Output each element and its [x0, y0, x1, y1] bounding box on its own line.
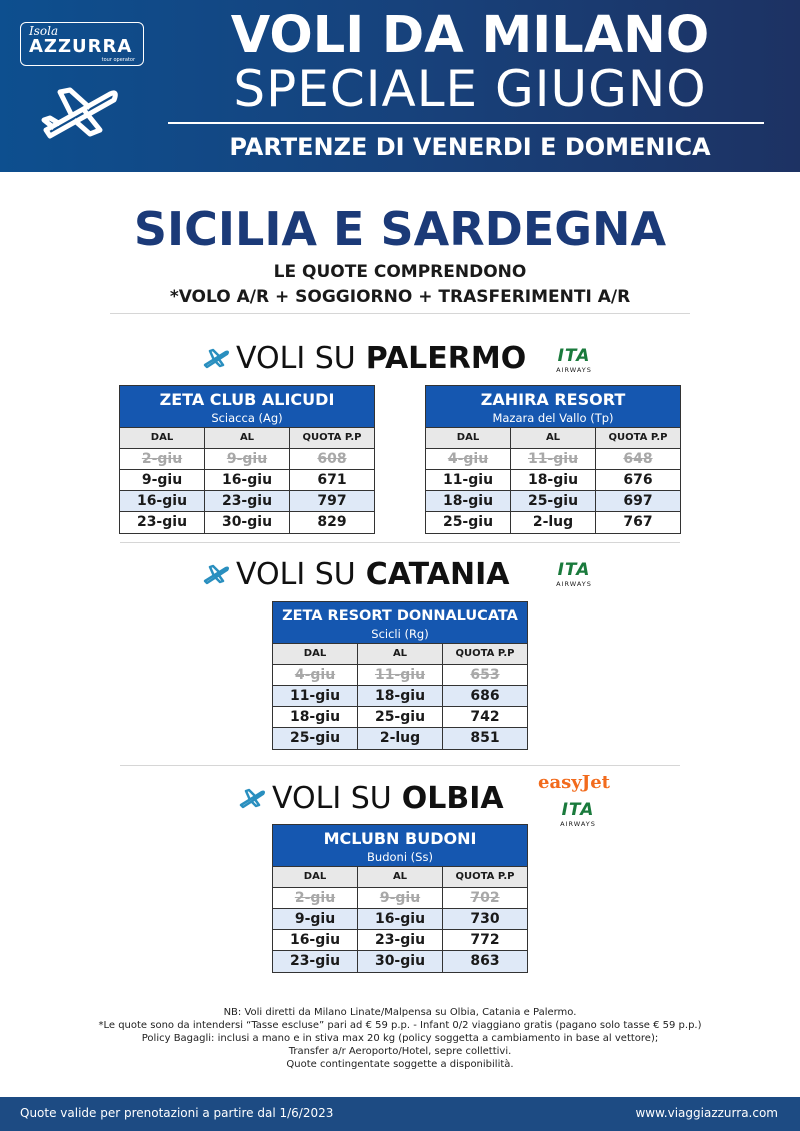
section-olbia — [0, 778, 800, 818]
section-city: PALERMO — [365, 340, 527, 376]
hotel-location: Mazara del Vallo (Tp) — [492, 411, 614, 425]
date-from: 11-giu — [273, 686, 358, 706]
note-line: NB: Voli diretti da Milano Linate/Malpensa su Olbia, Catania e Palermo. — [223, 1007, 577, 1018]
hotel-table-donnalucata — [272, 601, 528, 750]
hotel-header — [273, 602, 527, 644]
hotel-header — [273, 825, 527, 867]
airplane-icon — [202, 562, 230, 586]
includes-detail: *VOLO A/R + SOGGIORNO + TRASFERIMENTI A/R — [169, 287, 631, 307]
price: 676 — [623, 472, 653, 488]
col-dal: DAL — [273, 644, 358, 664]
ita-logo-sub: AIRWAYS — [556, 366, 592, 374]
date-from: 18-giu — [426, 491, 511, 511]
footer-bar — [0, 1097, 800, 1131]
hotel-table-zahira — [425, 385, 681, 534]
section-catania — [0, 554, 800, 594]
date-from: 16-giu — [120, 491, 205, 511]
ita-airways-logo — [546, 348, 602, 374]
col-quota: QUOTA P.P — [302, 432, 362, 443]
price: 797 — [317, 493, 347, 509]
col-quota: QUOTA P.P — [455, 648, 515, 659]
table-row-expired — [426, 449, 680, 470]
notes-block — [0, 1006, 800, 1071]
table-row — [273, 728, 527, 749]
col-quota: QUOTA P.P — [455, 871, 515, 882]
table-row — [426, 491, 680, 512]
table-row — [273, 909, 527, 930]
column-header-row — [273, 867, 527, 888]
col-al: AL — [511, 428, 596, 448]
date-to: 30-giu — [205, 512, 290, 533]
date-to: 25-giu — [511, 491, 596, 511]
price: 702 — [470, 890, 500, 906]
page-title: SICILIA E SARDEGNA — [133, 202, 667, 256]
date-to: 23-giu — [358, 930, 443, 950]
ita-airways-logo — [550, 802, 606, 828]
validity-text: Quote valide per prenotazioni a partire dal 1/6/2023 — [20, 1106, 334, 1120]
price: 851 — [470, 730, 500, 746]
website-link[interactable]: www.viaggiazzurra.com — [635, 1106, 778, 1120]
date-from: 2-giu — [120, 449, 205, 469]
date-from: 18-giu — [273, 707, 358, 727]
ita-logo-sub: AIRWAYS — [556, 580, 592, 588]
col-al: AL — [205, 428, 290, 448]
hotel-location: Sciacca (Ag) — [211, 411, 283, 425]
column-header-row — [273, 644, 527, 665]
price: 730 — [470, 911, 500, 927]
date-from: 2-giu — [273, 888, 358, 908]
section-prefix: VOLI SU — [236, 340, 356, 376]
date-from: 4-giu — [273, 665, 358, 685]
price: 648 — [623, 451, 653, 467]
hotel-header — [426, 386, 680, 428]
column-header-row — [120, 428, 374, 449]
table-row — [426, 470, 680, 491]
date-to: 9-giu — [358, 888, 443, 908]
hotel-name: ZETA CLUB ALICUDI — [159, 390, 335, 409]
easyjet-logo: easyJet — [538, 772, 610, 793]
date-to: 11-giu — [358, 665, 443, 685]
header-title: VOLI DA MILANO — [230, 6, 710, 65]
date-to: 2-lug — [511, 512, 596, 533]
date-to: 18-giu — [358, 686, 443, 706]
col-dal: DAL — [120, 428, 205, 448]
date-to: 16-giu — [358, 909, 443, 929]
hotel-name: ZAHIRA RESORT — [480, 390, 626, 409]
table-row-expired — [273, 665, 527, 686]
divider — [110, 313, 690, 314]
date-to: 9-giu — [205, 449, 290, 469]
price: 742 — [470, 709, 500, 725]
table-row — [273, 686, 527, 707]
table-row — [426, 512, 680, 533]
price: 772 — [470, 932, 500, 948]
date-to: 11-giu — [511, 449, 596, 469]
section-prefix: VOLI SU — [272, 780, 392, 816]
table-row-expired — [273, 888, 527, 909]
date-to: 18-giu — [511, 470, 596, 490]
price: 829 — [317, 514, 347, 530]
hotel-location: Scicli (Rg) — [371, 627, 429, 641]
ita-logo-word: ITA — [557, 346, 591, 366]
ita-logo-word: ITA — [557, 560, 591, 580]
header-divider — [168, 122, 764, 124]
date-to: 16-giu — [205, 470, 290, 490]
table-row — [273, 707, 527, 728]
price: 608 — [317, 451, 347, 467]
isola-azzurra-logo — [20, 22, 144, 66]
col-dal: DAL — [426, 428, 511, 448]
date-from: 9-giu — [273, 909, 358, 929]
date-from: 11-giu — [426, 470, 511, 490]
ita-airways-logo — [546, 562, 602, 588]
price: 671 — [317, 472, 347, 488]
date-from: 23-giu — [120, 512, 205, 533]
note-line: Transfer a/r Aeroporto/Hotel, sepre collettivi. — [288, 1046, 512, 1057]
ita-logo-sub: AIRWAYS — [560, 820, 596, 828]
logo-top-text: Isola — [29, 24, 59, 38]
note-line: *Le quote sono da intendersi “Tasse escluse” pari ad € 59 p.p. - Infant 0/2 viaggiano gratis (pagano solo tasse € 59 p.p.) — [98, 1020, 702, 1031]
note-line: Quote contingentate soggette a disponibilità. — [286, 1059, 514, 1070]
date-from: 25-giu — [273, 728, 358, 749]
note-line: Policy Bagagli: inclusi a mano e in stiva max 20 kg (policy soggetta a cambiamento in base al vettore); — [141, 1033, 659, 1044]
date-to: 25-giu — [358, 707, 443, 727]
hotel-header — [120, 386, 374, 428]
hotel-table-budoni — [272, 824, 528, 973]
header-banner — [0, 0, 800, 172]
divider — [120, 765, 680, 766]
price: 697 — [623, 493, 653, 509]
section-palermo — [0, 338, 800, 378]
hotel-name: ZETA RESORT DONNALUCATA — [282, 608, 518, 624]
date-from: 4-giu — [426, 449, 511, 469]
col-al: AL — [358, 867, 443, 887]
date-from: 9-giu — [120, 470, 205, 490]
logo-main-text: AZZURRA — [29, 36, 133, 57]
table-row — [273, 930, 527, 951]
table-row — [273, 951, 527, 972]
table-row — [120, 491, 374, 512]
airplane-icon — [36, 80, 120, 144]
date-from: 23-giu — [273, 951, 358, 972]
price: 686 — [470, 688, 500, 704]
price: 863 — [470, 953, 500, 969]
date-to: 30-giu — [358, 951, 443, 972]
column-header-row — [426, 428, 680, 449]
col-quota: QUOTA P.P — [608, 432, 668, 443]
header-subtitle-giugno: SPECIALE GIUGNO — [233, 60, 707, 118]
hotel-table-alicudi — [119, 385, 375, 534]
col-dal: DAL — [273, 867, 358, 887]
date-to: 2-lug — [358, 728, 443, 749]
section-city: CATANIA — [365, 556, 510, 592]
section-prefix: VOLI SU — [236, 556, 356, 592]
logo-sub-text: tour operator — [101, 57, 135, 63]
table-row — [120, 512, 374, 533]
divider — [120, 542, 680, 543]
price: 767 — [623, 514, 653, 530]
header-departures: PARTENZE DI VENERDI E DOMENICA — [229, 133, 711, 161]
airplane-icon — [202, 346, 230, 370]
table-row-expired — [120, 449, 374, 470]
includes-heading: LE QUOTE COMPRENDONO — [273, 262, 527, 282]
date-to: 23-giu — [205, 491, 290, 511]
table-row — [120, 470, 374, 491]
col-al: AL — [358, 644, 443, 664]
date-from: 25-giu — [426, 512, 511, 533]
ita-logo-word: ITA — [561, 800, 595, 820]
hotel-location: Budoni (Ss) — [367, 850, 433, 864]
section-city: OLBIA — [401, 780, 504, 816]
price: 653 — [470, 667, 500, 683]
hotel-name: MCLUBN BUDONI — [323, 829, 477, 848]
date-from: 16-giu — [273, 930, 358, 950]
airplane-icon — [238, 786, 266, 810]
